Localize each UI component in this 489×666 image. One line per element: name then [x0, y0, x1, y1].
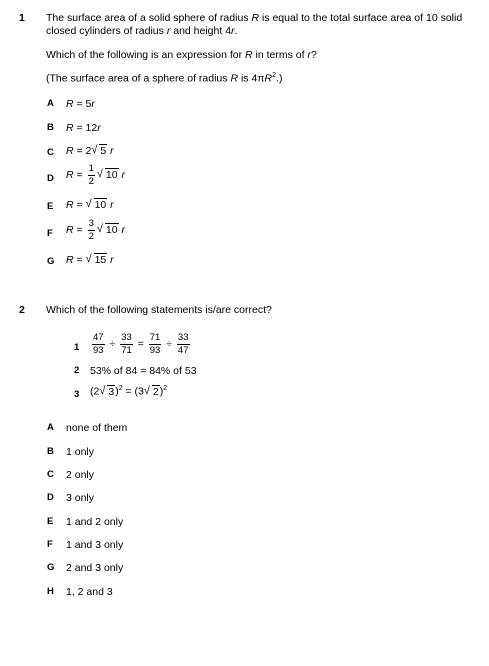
question-1-line-1: The surface area of a solid sphere of radius R is equal to the total surface area of 10 solid — [46, 12, 463, 24]
q2-option-d-text: 3 only — [66, 492, 95, 504]
q2-option-f-letter: F — [47, 539, 53, 550]
q1-option-a-text: R = 5r — [66, 98, 95, 110]
q2-statement-1-text: $\frac{47}{93}$ ÷ $\frac{33}{71}$ = $\frac{71}{93}$ ÷ $\frac{33}{47}$ — [93, 332, 189, 356]
q2-option-e-text: 1 and 2 only — [66, 516, 124, 528]
q2-option-d-letter: D — [47, 492, 54, 503]
q2-option-h-text: 1, 2 and 3 — [66, 586, 113, 598]
question-1-prompt: Which of the following is an expression for R in terms of r? — [46, 49, 317, 61]
q1-option-f-letter: F — [47, 228, 53, 239]
q2-option-h-letter: H — [47, 586, 54, 597]
question-2-number: 2 — [19, 304, 25, 316]
q1-option-b-text: R = 12r — [66, 122, 101, 134]
q2-option-c-text: 2 only — [66, 469, 95, 481]
q2-statement-2-text: 53% of 84 = 84% of 53 — [90, 365, 197, 377]
q1-option-d-text: R = $\frac{1}{2}$ √ 10 r — [66, 164, 125, 186]
q2-option-e-letter: E — [47, 516, 54, 527]
q2-option-b-letter: B — [47, 446, 54, 457]
q2-option-c-letter: C — [47, 469, 54, 480]
q1-option-c-letter: C — [47, 147, 54, 158]
question-2-prompt: Which of the following statements is/are correct? — [46, 304, 272, 316]
q2-statement-3-number: 3 — [74, 389, 80, 400]
question-1-line-2: closed cylinders of radius r and height 4r. — [46, 25, 238, 37]
question-1-note: (The surface area of a sphere of radius R is $4\pi R^2$.) — [46, 72, 283, 85]
q2-option-g-letter: G — [47, 562, 55, 573]
q1-option-e-text: R = √ 10 r — [66, 199, 114, 211]
q2-option-g-text: 2 and 3 only — [66, 562, 124, 574]
question-1-number: 1 — [19, 12, 25, 24]
q1-option-e-letter: E — [47, 201, 54, 212]
q2-statement-3-text: (2√ 3)$^2$ = (3√ 2)$^2$ — [90, 385, 167, 398]
q1-option-g-letter: G — [47, 256, 55, 267]
q2-option-a-text: none of them — [66, 422, 128, 434]
q1-option-g-text: R = √ 15 r — [66, 254, 114, 266]
q2-statement-1-number: 1 — [74, 342, 80, 353]
q1-option-a-letter: A — [47, 98, 54, 109]
q2-statement-2-number: 2 — [74, 365, 80, 376]
q2-option-b-text: 1 only — [66, 446, 95, 458]
q1-option-b-letter: B — [47, 122, 54, 133]
q1-option-f-text: R = $\frac{3}{2}$ √ 10 r — [66, 219, 125, 241]
q1-option-d-letter: D — [47, 173, 54, 184]
q1-option-c-text: R = 2√ 5 r — [66, 145, 114, 157]
q2-option-a-letter: A — [47, 422, 54, 433]
q2-option-f-text: 1 and 3 only — [66, 539, 124, 551]
